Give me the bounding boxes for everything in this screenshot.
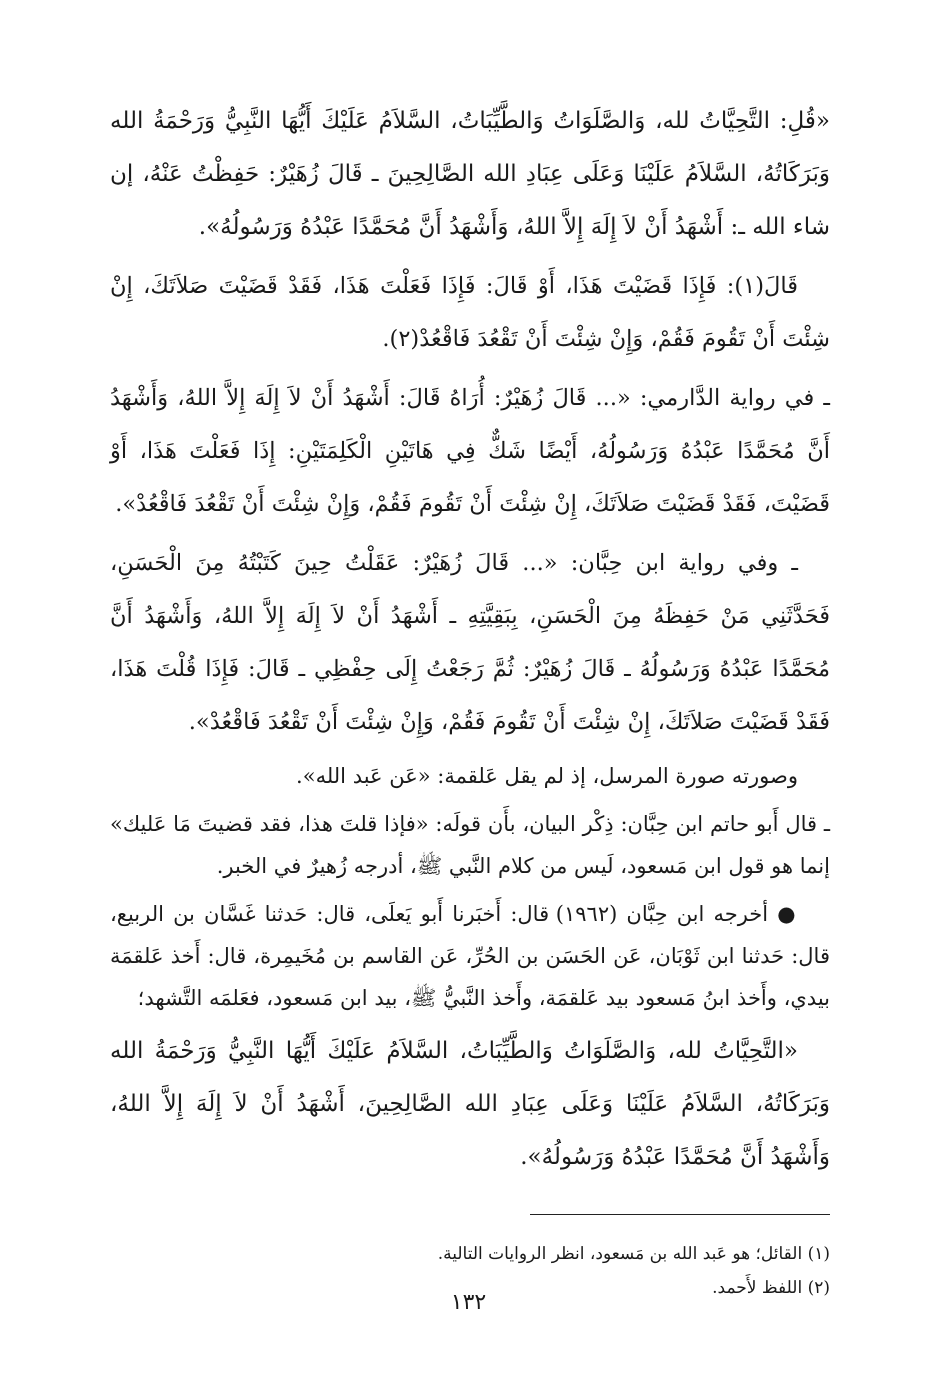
paragraph-qala: قَالَ(١): فَإِذَا قَضَيْتَ هَذَا، أَوْ قَالَ: فَإِذَا فَعَلْتَ هَذَا، فَقَدْ قَضَيْتَ صَلاَتَكَ، إِنْ شِئْتَ أَنْ تَقُومَ فَقُمْ، وَإِنْ شِئْتَ أَنْ تَقْعُدَ فَاقْعُدْ(٢). bbox=[110, 273, 830, 352]
footnote-2: (٢) اللفظ لأَحمد. bbox=[712, 1278, 830, 1298]
paragraph-ibn-hibban: ـ وفي رواية ابن حِبَّان: «... قَالَ زُهَيْرٌ: عَقَلْتُ حِينَ كَتَبْتُهُ مِنَ الْحَسَنِ، فَحَدَّثَنِي مَنْ حَفِظَهُ مِنَ الْحَسَنِ، بِبَقِيَّتِهِ ـ أَشْهَدُ أَنْ لاَ إِلَهَ إِلاَّ اللهُ، وَأَشْهَدُ أَنَّ مُحَمَّدًا عَبْدُهُ وَرَسُولُهُ ـ قَالَ زُهَيْرٌ: ثُمَّ رَجَعْتُ إِلَى حِفْظِي ـ قَالَ: فَإِذَا قُلْتَ هَذَا، فَقَدْ قَضَيْتَ صَلاَتَكَ، إِنْ شِئْتَ أَنْ تَقُومَ فَقُمْ، وَإِنْ شِئْتَ أَنْ تَقْعُدَ فَاقْعُدْ». bbox=[110, 550, 830, 735]
paragraph-tashahhud: «قُلِ: التَّحِيَّاتُ لله، وَالصَّلَوَاتُ وَالطَّيِّبَاتُ، السَّلاَمُ عَلَيْكَ أَيُّهَا النَّبِيُّ وَرَحْمَةُ الله وَبَرَكَاتُهُ، السَّلاَمُ عَلَيْنَا وَعَلَى عِبَادِ الله الصَّالِحِينَ ـ قَالَ زُهَيْرٌ: حَفِظْتُ عَنْهُ، إن شاء الله ـ: أَشْهَدُ أَنْ لاَ إِلَهَ إِلاَّ اللهُ، وَأَشْهَدُ أَنَّ مُحَمَّدًا عَبْدُهُ وَرَسُولُهُ». bbox=[110, 108, 830, 240]
paragraph-takhrij: ● أخرجه ابن حِبَّان (١٩٦٢) قال: أَخبَرنا أَبو يَعلَى، قال: حَدثنا غَسَّان بن الربيع، قال: حَدثنا ابن ثَوْبَان، عَن الحَسَن بن الحُرِّ، عَن القاسم بن مُخَيمِرة، قال: أَخذ عَلقمَة بيدي، وأَخذ ابنُ مَسعود بيد عَلقمَة، وأَخذ النَّبيُّ ﷺ، بيد ابن مَسعود، فعَلمَه التَّشهد؛ bbox=[110, 902, 830, 1010]
paragraph-tashahhud-2: «التَّحِيَّاتُ لله، وَالصَّلَوَاتُ وَالطَّيِّبَاتُ، السَّلاَمُ عَلَيْكَ أَيُّهَا النَّبِيُّ وَرَحْمَةُ الله وَبَرَكَاتُهُ، السَّلاَمُ عَلَيْنَا وَعَلَى عِبَادِ الله الصَّالِحِينَ، أَشْهَدُ أَنْ لاَ إِلَهَ إِلاَّ اللهُ، وَأَشْهَدُ أَنَّ مُحَمَّدًا عَبْدُهُ وَرَسُولُهُ». bbox=[110, 1038, 830, 1170]
page-body bbox=[110, 95, 830, 1305]
page-number: ١٣٢ bbox=[450, 1290, 487, 1315]
footnote-1: (١) القائل؛ هو عَبد الله بن مَسعود، انظر الروايات التالية. bbox=[437, 1244, 830, 1264]
paragraph-abu-hatim: ـ قال أَبو حاتم ابن حِبَّان: ذِكْر البيان، بأَن قولَه: «فإذا قلتَ هذا، فقد قضيتَ مَا عَليك» إنما هو قول ابن مَسعود، لَيس من كلام النَّبي ﷺ، أدرجه زُهيرٌ في الخبر. bbox=[110, 812, 830, 878]
paragraph-darimi: ـ في رواية الدَّارمي: «... قَالَ زُهَيْرٌ: أُرَاهُ قَالَ: أَشْهَدُ أَنْ لاَ إِلَهَ إِلاَّ اللهُ، وَأَشْهَدُ أَنَّ مُحَمَّدًا عَبْدُهُ وَرَسُولُهُ، أَيْضًا شَكٌّ فِي هَاتَيْنِ الْكَلِمَتَيْنِ: إِذَا فَعَلْتَ هَذَا، أَوْ قَضَيْتَ، فَقَدْ قَضَيْتَ صَلاَتَكَ، إِنْ شِئْتَ أَنْ تَقُومَ فَقُمْ، وَإِنْ شِئْتَ أَنْ تَقْعُدَ فَاقْعُدْ». bbox=[110, 385, 830, 517]
paragraph-mursal: وصورته صورة المرسل، إذ لم يقل عَلقمة: «عَن عَبد الله». bbox=[296, 764, 798, 788]
footnote-divider bbox=[530, 1214, 830, 1215]
